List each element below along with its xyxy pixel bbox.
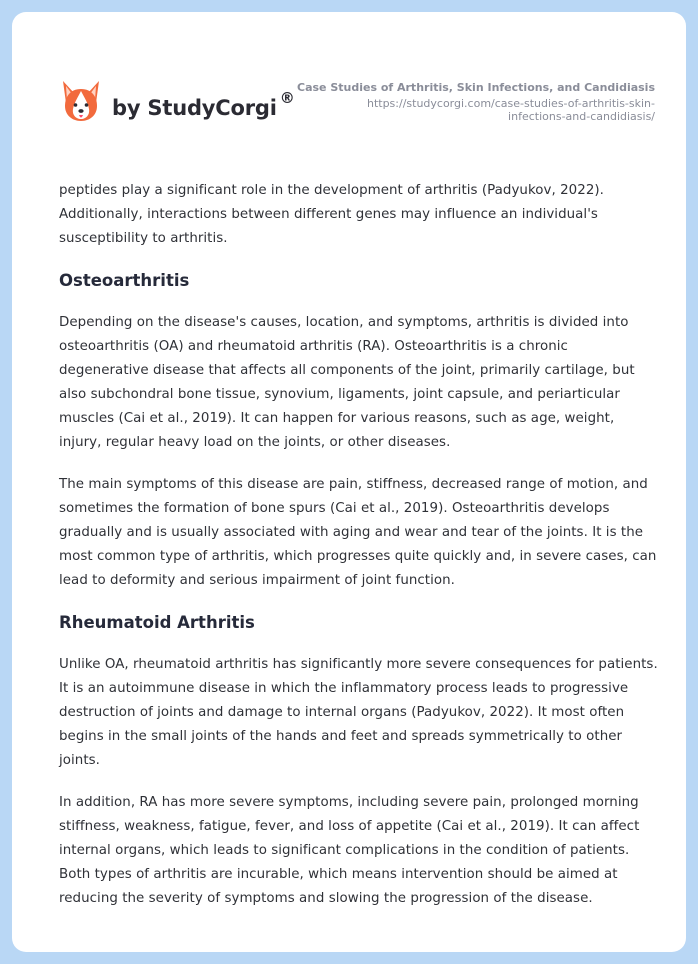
document-url-line-1: https://studycorgi.com/case-studies-of-arthritis-skin- (366, 97, 655, 110)
document-url[interactable] (295, 97, 655, 123)
document-meta (295, 80, 655, 123)
paragraph-rheumatoid-symptoms: In addition, RA has more severe symptoms, including severe pain, prolonged morning stiffness, weakness, fatigue, fever, and loss of appetite (Cai et al., 2019). It can affect internal organs, which leads to significant complications in the condition of patients. Both types of arthritis are incurable, which means intervention should be aimed at reducing the severity of symptoms and slowing the progression of the disease. (59, 795, 640, 906)
document-title: Case Studies of Arthritis, Skin Infections, and Candidiasis (297, 81, 655, 94)
heading-rheumatoid-arthritis: Rheumatoid Arthritis (59, 613, 255, 632)
paragraph-rheumatoid-definition: Unlike OA, rheumatoid arthritis has significantly more severe consequences for patients. It is an autoimmune disease in which the inflammatory process leads to progressive destruction of joints and damage to internal organs (Padyukov, 2022). It most often begins in the small joints of the hands and feet and spreads symmetrically to other joints. (59, 657, 658, 768)
page-card (12, 12, 686, 952)
page-header (12, 12, 686, 152)
document-url-line-2: infections-and-candidiasis/ (508, 110, 655, 123)
article-body (59, 179, 659, 929)
corgi-icon (60, 77, 102, 125)
paragraph-osteoarthritis-symptoms: The main symptoms of this disease are pain, stiffness, decreased range of motion, and sometimes the formation of bone spurs (Cai et al., 2019). Osteoarthritis develops gradually and is usually associated with aging and wear and tear of the joints. It is the most common type of arthritis, which progresses quite quickly and, in severe cases, can lead to deformity and serious impairment of joint function. (59, 477, 657, 588)
studycorgi-logo[interactable] (60, 76, 295, 126)
heading-osteoarthritis: Osteoarthritis (59, 271, 190, 290)
registered-mark: ® (279, 88, 295, 107)
brand-name: by StudyCorgi ® (112, 88, 295, 120)
paragraph-intro: peptides play a significant role in the development of arthritis (Padyukov, 2022). Additionally, interactions between different genes may influence an individual's susceptibility to arthritis. (59, 183, 604, 246)
paragraph-osteoarthritis-definition: Depending on the disease's causes, location, and symptoms, arthritis is divided into osteoarthritis (OA) and rheumatoid arthritis (RA). Osteoarthritis is a chronic degenerative disease that affects all components of the joint, primarily cartilage, but also subchondral bone tissue, synovium, ligaments, joint capsule, and periarticular muscles (Cai et al., 2019). It can happen for various reasons, such as age, weight, injury, regular heavy load on the joints, or other diseases. (59, 315, 635, 450)
